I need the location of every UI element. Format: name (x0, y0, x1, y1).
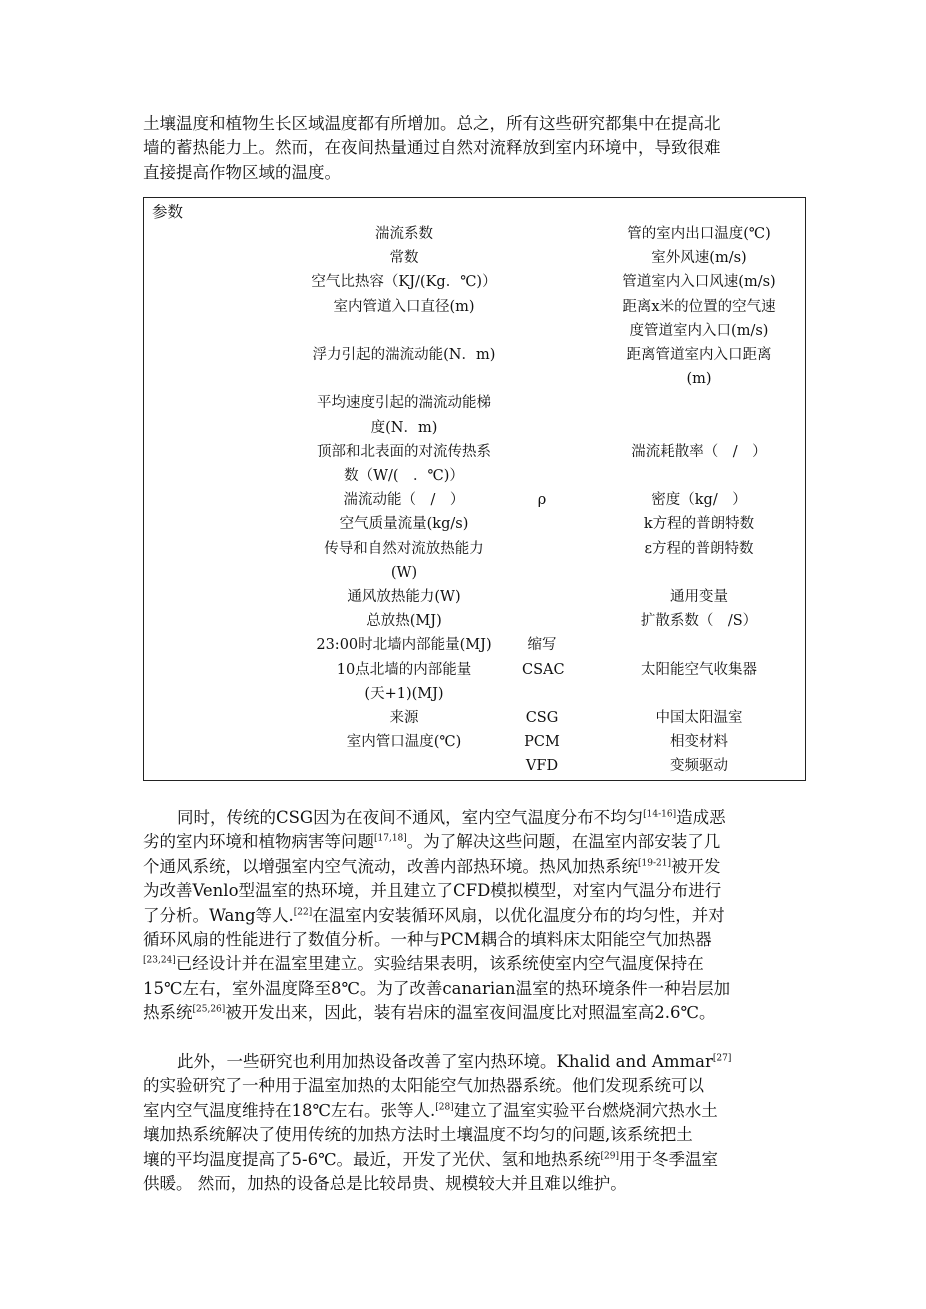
text-line: 循环风扇的性能进行了数值分析。一种与PCM耦合的填料床太阳能空气加热器 (143, 930, 712, 950)
paragraph-ventilation (143, 806, 783, 1026)
table-cell-param-name: 通风放热能力(W) (347, 589, 461, 605)
table-cell-param-name: 空气比热容（KJ/(Kg．℃)） (311, 274, 497, 291)
table-cell-param-desc: 湍流耗散率（ / ） (631, 443, 767, 460)
text-line: 墙的蓄热能力上。然而，在夜间热量通过自然对流释放到室内环境中，导致很难 (143, 138, 721, 158)
table-cell-param-name: 湍流动能（ / ） (343, 492, 465, 509)
table-cell-param-desc: 通用变量 (670, 589, 728, 605)
table-cell-param-name: 湍流系数 (375, 226, 433, 242)
table-cell-param-name: 顶部和北表面的对流传热系 (317, 443, 491, 460)
text-line: [23,24]已经设计并在温室里建立。实验结果表明，该系统使室内空气温度保持在 (143, 954, 704, 974)
table-cell-param-desc: 距离x米的位置的空气速 (622, 298, 776, 315)
table-cell-symbol: PCM (524, 734, 560, 751)
text-line: 为改善Venlo型温室的热环境，并且建立了CFD模拟模型，对室内气温分布进行 (143, 881, 722, 901)
text-line: 壤加热系统解决了使用传统的加热方法时土壤温度不均匀的问题,该系统把土 (143, 1125, 693, 1145)
table-cell-param-desc: 扩散系数（ /S） (640, 613, 758, 630)
table-cell-param-desc: 变频驱动 (670, 758, 728, 775)
table-cell-param-desc: 距离管道室内入口距离 (626, 347, 772, 363)
table-cell-param-name: (天+1)(MJ) (364, 685, 444, 702)
text-line: 热系统[25,26]被开发出来，因此，装有岩床的温室夜间温度比对照温室高2.6℃。 (143, 1003, 716, 1023)
table-cell-param-name: 23:00时北墙内部能量(MJ) (316, 637, 492, 654)
citation: [25,26] (192, 1004, 226, 1015)
table-cell-param-desc: 相变材料 (670, 734, 728, 751)
table-cell-param-name: 常数 (389, 250, 419, 267)
table-cell-param-name: 总放热(MJ) (366, 613, 442, 630)
table-cell-param-desc: (m) (686, 371, 712, 388)
text-line: 直接提高作物区域的温度。 (143, 162, 341, 182)
table-cell-param-desc: 室外风速(m/s) (651, 250, 747, 267)
text-line: 15℃左右，室外温度降至8℃。为了改善canarian温室的热环境条件一种岩层加 (143, 978, 731, 998)
table-cell-param-name: 室内管道入口直径(m) (333, 298, 475, 315)
table-cell-param-name: 空气质量流量(kg/s) (339, 516, 469, 533)
table-cell-symbol: ρ (537, 492, 547, 509)
citation: [17,18] (374, 833, 407, 844)
table-cell-param-desc: ε方程的普朗特数 (644, 540, 754, 557)
text-line: 土壤温度和植物生长区域温度都有所增加。总之，所有这些研究都集中在提高北 (143, 114, 721, 133)
table-cell-symbol: 缩写 (527, 637, 557, 654)
citation: [23,24] (143, 955, 176, 966)
table-cell-param-desc: 度管道室内入口(m/s) (629, 322, 769, 339)
citation: [29] (600, 1151, 620, 1162)
table-cell-param-name: 传导和自然对流放热能力 (324, 540, 484, 557)
citation: [19-21] (638, 858, 671, 869)
table-cell-symbol: VFD (525, 758, 559, 775)
text-line: 壤的平均温度提高了5-6℃。最近，开发了光伏、氢和地热系统[29]用于冬季温室 (143, 1149, 719, 1169)
table-cell-param-name: 室内管口温度(℃) (346, 734, 462, 751)
table-cell-param-desc: 太阳能空气收集器 (641, 661, 757, 678)
citation: [14-16] (643, 809, 677, 820)
table-header: 参数 (152, 203, 184, 221)
table-cell-param-desc: 管的室内出口温度(℃) (627, 226, 771, 242)
text-line: 此外，一些研究也利用加热设备改善了室内热环境。Khalid and Ammar[27] (177, 1052, 732, 1071)
table-cell-param-name: (W) (390, 564, 418, 581)
table-cell-param-desc: 中国太阳温室 (655, 710, 743, 726)
table-cell-param-name: 来源 (389, 710, 419, 726)
text-line: 同时，传统的CSG因为在夜间不通风，室内空气温度分布不均匀[14-16]造成恶 (177, 808, 726, 827)
paragraph-heating (143, 1050, 783, 1196)
text-line: 劣的室内环境和植物病害等问题[17,18]。为了解决这些问题，在温室内部安装了几 (143, 832, 721, 852)
table-cell-param-desc: k方程的普朗特数 (643, 516, 755, 533)
table-cell-param-name: 浮力引起的湍流动能(N．m) (312, 347, 496, 363)
intro-paragraph (143, 112, 783, 185)
text-line: 个通风系统，以增强室内空气流动，改善内部热环境。热风加热系统[19-21]被开发 (143, 856, 721, 876)
parameter-table (143, 197, 806, 781)
table-cell-param-name: 10点北墙的内部能量 (336, 661, 472, 678)
table-cell-symbol: CSAC (522, 661, 565, 678)
table-cell-param-name: 度(N．m) (370, 419, 438, 436)
table-cell-symbol: CSG (525, 710, 559, 726)
table-cell-param-name: 数（W/( ．℃)） (344, 468, 464, 484)
table-cell-param-desc: 密度（kg/ ） (651, 492, 747, 509)
citation: [27] (712, 1053, 732, 1064)
table-cell-param-desc: 管道室内入口风速(m/s) (622, 274, 776, 291)
text-line: 了分析。Wang等人.[22]在温室内安装循环风扇，以优化温度分布的均匀性，并对 (143, 905, 725, 925)
citation: [28] (435, 1102, 454, 1113)
text-line: 供暖。 然而，加热的设备总是比较昂贵、规模较大并且难以维护。 (143, 1174, 627, 1194)
text-line: 室内空气温度维持在18℃左右。张等人.[28]建立了温室实验平台燃烧洞穴热水土 (143, 1100, 718, 1120)
citation: [22] (293, 907, 313, 918)
text-line: 的实验研究了一种用于温室加热的太阳能空气加热器系统。他们发现系统可以 (143, 1076, 704, 1096)
table-cell-param-name: 平均速度引起的湍流动能梯 (317, 395, 491, 412)
